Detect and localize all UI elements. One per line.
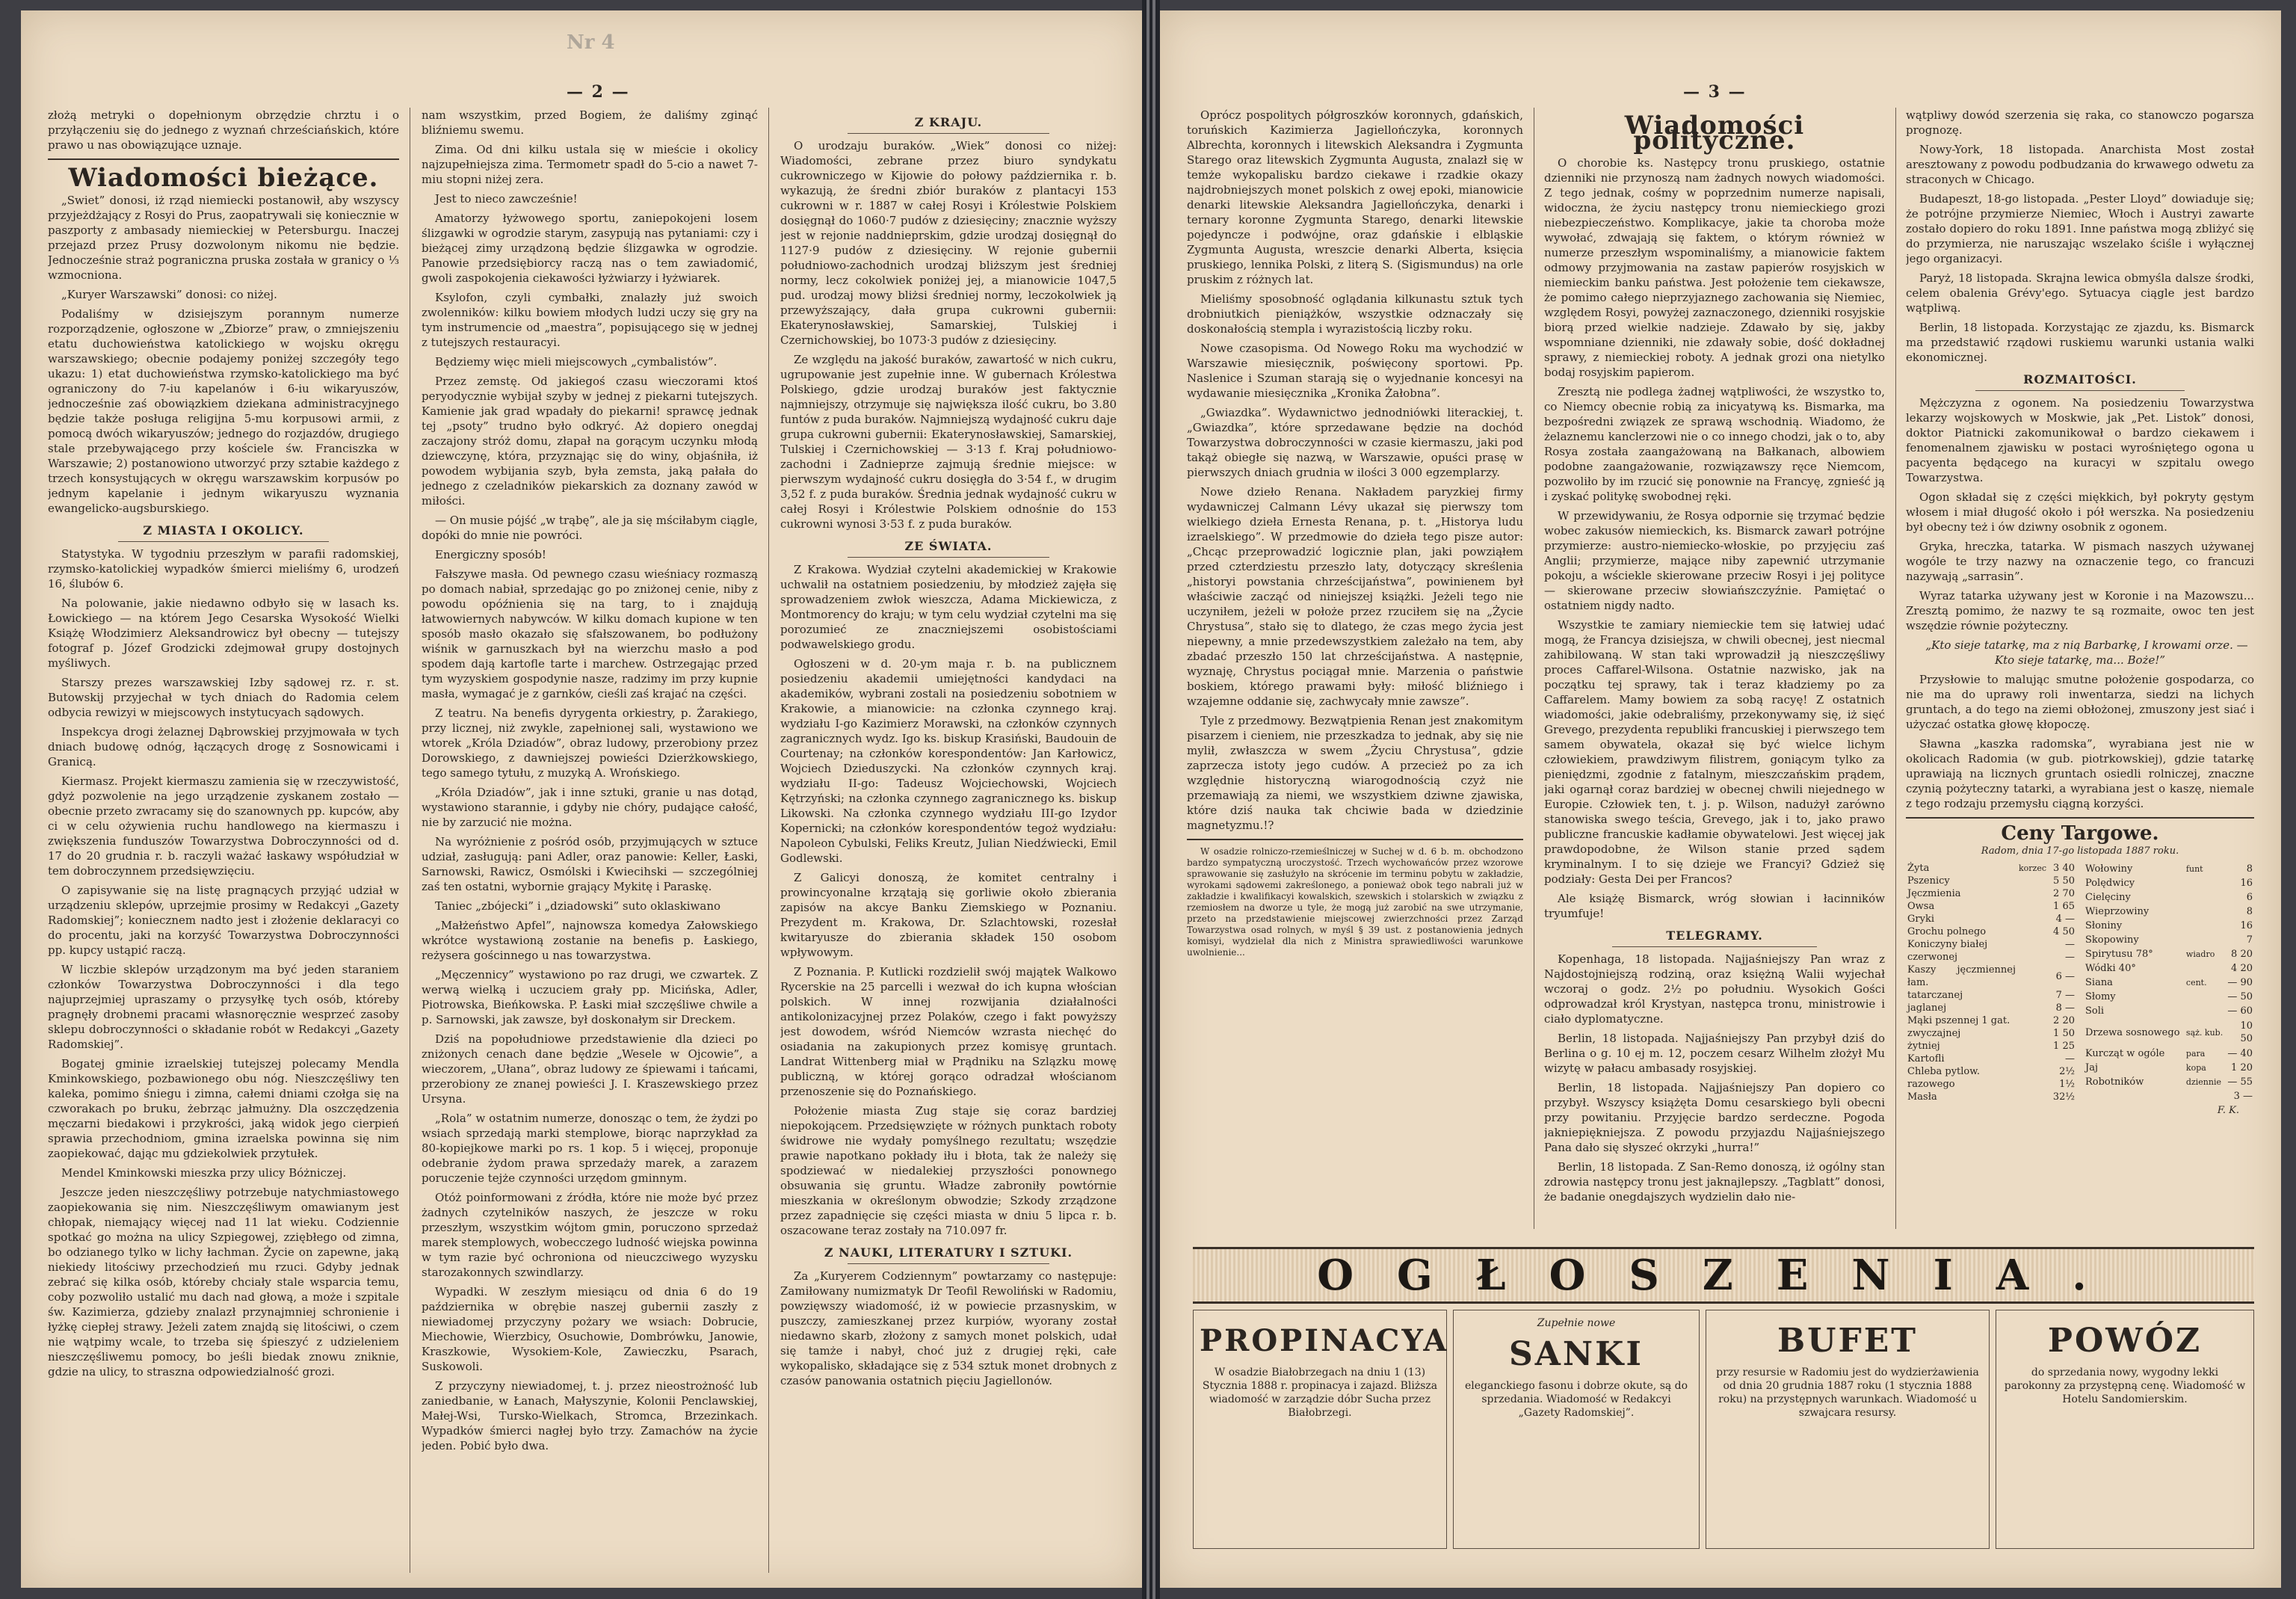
paragraph: Mendel Kminkowski mieszka przy ulicy Bóżniczej. — [61, 1166, 347, 1180]
price-row — [1906, 1014, 2076, 1027]
price-value: 4 20 — [2231, 963, 2253, 974]
price-row — [1906, 951, 2076, 964]
price-item: Jaj — [2085, 1062, 2098, 1073]
paragraph: Bogatej gminie izraelskiej tutejszej polecamy Mendla Kminkowskiego, pozbawionego obu nóg. Nieszczęśliwy ten kaleka, pomimo śniegu i zimna, całemi dniami czołga się na czworakach po bruku, żebrząc jałmużny. Dla oszczędzenia męczarni biedakowi i przykrości, jaką widok jego cierpień sprawia przechodniom, gmina izraelska powinna się nim zaopiekować, dając mu gdziekolwiek przytułek. — [48, 1057, 399, 1160]
price-value: 8 — [2246, 906, 2253, 917]
price-unit — [2017, 1014, 2048, 1027]
column-rule — [768, 108, 769, 1573]
paragraph: Nowe dzieło Renana. Nakładem paryzkiej firmy wydawniczej Calmann Lévy ukazał się pierwszy tom wielkiego dzieła Ernesta Renana, p. t. „Historya ludu izraelskiego”. W przedmowie do dzieła tego pisze autor: „Chcąc przeprowadzić logicznie plan, jaki powziąłem przed czterdziestu przeszło laty, dotyczący skreślenia „historyi powstania chrześcijaństwa”, powinienem był właściwie zacząć od niniejszej książki. Jeżeli tego nie uczyniłem, jeżeli w położe przez rzuciłem się na „Życie Chrystusa”, stało się to dlatego, że czas mego życia jest niepewny, a mnie przedewszystkiem zależało na tem, aby zbadać przeszło 150 lat chrześcijaństwa. A następnie, wyznaję, Chrystus pociągał mnie. Marzenia o państwie boskiem, którego prawami były: miłość bliźniego i wzajemne oddanie się, zachwycały mnie zawsze”. — [1187, 485, 1523, 708]
divider — [1187, 839, 1523, 840]
ad-title: SANKI — [1509, 1335, 1644, 1373]
subsection-heading: ZE ŚWIATA. — [780, 539, 1117, 558]
price-row — [2084, 1075, 2254, 1089]
paragraph: Wszystkie te zamiary niemieckie tem się łatwiej udać mogą, że Francya dzisiejsza, w chwili obecnej, jest niecmal zahibilowaną. W stan taki wprowadził ją nieszczęśliwy proces Caffarel-Wilsona. Ostatnie nazwisko, jak na początku tej sprawy, tak i teraz kładziemy po za Caffarelem. Mamy bowiem za sobą racyę! Z ostatnich wiadomości, jakie odebraliśmy, przekonywamy się, iż sięć Grevego, prezydenta republiki francuskiej i pierwszego tem samem obywatela, okazał się być wielce lichym człowiekiem, prawdziwym filistrem, goniącym tylko za pieniędzmi, zgodnie z fatalnym, mieszczańskim prądem, jaki ogarnął coraz bardziej w obecnej chwili niejednego w Europie. Człowiek ten, t. j. p. Wilson, nadużył zarówno stanowiska swego teścia, Grevego, jak i to, jako prawo publiczne francuskie kadłamie obywatelowi. Jest więcej jak prawdopodobne, że Wilson stanie przed sądem kryminalnym. I to się dzieje we Francyi? Gdzież się podziały: Gesta Dei per Francos? — [1544, 618, 1885, 886]
price-value: 16 — [2240, 878, 2253, 889]
paragraph: „Swiet” donosi, iż rząd niemiecki postanowił, aby wszyscy przyjeżdżający z Rosyi do Prus, zaopatrywali się koniecznie w paszporty z ambasady niemieckiej w Petersburgu. Inaczej przejazd przez Prusy dozwolonym nikomu nie będzie. Jednocześnie straż pograniczna pruska została w granicy o ⅓ wzmocniona. — [48, 194, 399, 282]
right-column-3 — [1906, 108, 2254, 1229]
price-item: tatarczanej — [1907, 990, 1963, 1001]
paragraph: Zima. Od dni kilku ustala się w mieście i okolicy najzupełniejsza zima. Termometr spadł do 5-cio a nawet 7-miu stopni niżej zera. — [422, 143, 758, 186]
price-unit: cent. — [2185, 978, 2207, 988]
ad-title: BUFET — [1777, 1322, 1919, 1360]
price-value: — 90 — [2227, 977, 2253, 988]
price-row — [1906, 1027, 2076, 1040]
ad-sanki — [1453, 1310, 1700, 1549]
price-value: — — [2065, 1053, 2075, 1065]
right-column-2 — [1544, 108, 1885, 1229]
price-item: żytniej — [1907, 1041, 1940, 1052]
price-item — [2084, 1089, 2185, 1103]
price-value: 1½ — [2059, 1079, 2075, 1090]
price-value: 7 — [2246, 934, 2253, 946]
ad-small: Zupełnie nowe — [1537, 1317, 1616, 1329]
price-value: 8 — — [2055, 1002, 2075, 1014]
price-row — [2084, 1018, 2254, 1047]
price-item: Spirytusu 78° — [2085, 949, 2153, 960]
price-item: Kaszy jęczmiennej łam. — [1907, 964, 2016, 988]
price-row — [2084, 890, 2254, 905]
subsection-heading: ROZMAITOŚCI. — [1906, 372, 2254, 391]
price-item: Żyta — [1907, 863, 1930, 874]
price-row — [1906, 1065, 2076, 1078]
price-unit: wiadro — [2185, 949, 2215, 959]
price-item: Wódki 40° — [2085, 963, 2136, 974]
paragraph: Energiczny sposób! — [435, 548, 546, 561]
price-item: Słoniny — [2085, 920, 2123, 931]
paragraph: Za „Kuryerem Codziennym” powtarzamy co następuje: Zamiłowany numizmatyk Dr Teofil Rewoliński w Radomiu, powzięwszy wiadomość, iż w powiecie przasnyskim, w puszczy, zamieszkanej przez kurpiów, wyorany został niedawno skarb, złożony z samych monet polskich, udał się tamże i nabył, choć już z drugiej ręki, całe wykopalisko, składające się z 534 sztuk monet drobnych z czasów panowania ostatnich pięciu Jagiellonów. — [780, 1269, 1117, 1387]
paragraph: O zapisywanie się na listę pragnących przyjąć udział w urządzeniu sklepów, uprzejmie prosimy w Redakcyi „Gazety Radomskiej”; koniecznem nadto jest i złożenie deklaracyi co do procentu, jaki na korzyść Towarzystwa Dobroczynności pp. kupcy ustąpić raczą. — [48, 884, 399, 957]
price-item: Grochu polnego — [1907, 926, 1987, 937]
price-item: Mąki pszennej 1 gat. — [1907, 1015, 2010, 1026]
prices-table-right — [2084, 862, 2254, 1103]
ads-title: OGŁOSZENIA. — [1193, 1247, 2254, 1304]
price-unit — [2017, 925, 2048, 938]
price-row — [2084, 876, 2254, 890]
price-row — [1906, 1091, 2076, 1103]
paragraph: nam wszystkim, przed Bogiem, że daliśmy zginąć bliźniemu swemu. — [422, 108, 758, 137]
price-item: Wieprzowiny — [2085, 906, 2150, 917]
price-item: Słomy — [2085, 991, 2116, 1002]
price-unit — [2185, 1089, 2226, 1103]
paragraph: Na polowanie, jakie niedawno odbyło się w lasach ks. Łowickiego — na którem Jego Cesarska Wysokość Wielki Książę Włodzimierz Aleksandrowicz był obecny — tutejszy fotograf p. Józef Grodzicki zdejmował grupy dostojnych myśliwych. — [48, 597, 399, 670]
price-item: Kurcząt w ogóle — [2085, 1048, 2165, 1059]
paragraph: Berlin, 18 listopada. Korzystając ze zjazdu, ks. Bismarck ma przedstawić rządowi ruskiemu warunki ustania walki ekonomicznej. — [1906, 321, 2254, 364]
price-unit — [2017, 1040, 2048, 1053]
price-unit — [2017, 1053, 2048, 1065]
prices-signature: F. K. — [2217, 1105, 2239, 1116]
paragraph: wątpliwy dowód szerzenia się raka, co stanowczo pogarsza prognozę. — [1906, 108, 2254, 137]
price-unit — [2017, 913, 2048, 925]
ad-propinacya — [1193, 1310, 1447, 1549]
prices-table-left — [1906, 862, 2076, 1103]
price-unit — [2017, 989, 2048, 1002]
price-item: Wołowiny — [2085, 863, 2133, 875]
paragraph: Starszy prezes warszawskiej Izby sądowej rz. r. st. Butowskij przyjechał w tych dniach do Radomia celem odbycia rewizyi w miejscowych instytucyach sądowych. — [48, 676, 399, 719]
binding-gutter — [1142, 0, 1160, 1599]
price-value: 1 25 — [2053, 1041, 2075, 1052]
price-unit — [2185, 890, 2226, 905]
price-item: Jęczmienia — [1907, 888, 1961, 899]
paragraph: Fałszywe masła. Od pewnego czasu wieśniacy rozmaszą po domach nabiał, sprzedając go po zniżonej cenie, niby z powodu opóźnienia się na targ, to i znajdują łatwowiernych nabywców. W kilku domach kupione w ten sposób masło okazało się sfałszowanem, bo podłużony wiśnik w garnuszkach był na wierzchu masło a pod spodem dają kartofle tarte i marchew. Ostrzegając przed tym wyzyskiem gospodynie nasze, radzimy im przy kupnie masła, wymagać je z garnków, cieśli zaś krajać na części. — [422, 567, 758, 700]
paragraph: O urodzaju buraków. „Wiek” donosi co niżej: Wiadomości, zebrane przez biuro syndykatu cukrowniczego w Kijowie do połowy października r. b. wykazują, że średni zbiór buraków z plantacyi 153 cukrowni w r. 1887 w całej Rosyi i Królestwie Polskiem dosięgnął do 1060·7 pudów z dziesięciny; znacznie wyższy jest w rejonie naddnieprskim, gdzie urodzaj dosięgnął do 1127·9 pudów z dziesięciny. W rejonie gubernii południowo-zachodnich urodzaj bliższym jest średniej normy, lecz cokolwiek poniżej jej, a mianowicie 1047,5 pud. urodzaj mowy bliżsi średniej normy, leczokolwiek ją przewyższający, dała grupa cukrowni gubernii: Ekaterynosławskiej, Samarskiej, Tulskiej i Czernichowskiej, bo 1073·3 pudów z dziesięciny. — [780, 139, 1117, 347]
price-row — [2084, 990, 2254, 1004]
price-item: Skopowiny — [2085, 934, 2139, 946]
price-value: 2 20 — [2053, 1015, 2075, 1026]
price-row — [1906, 938, 2076, 951]
price-item: Owsa — [1907, 901, 1935, 912]
price-unit — [2017, 875, 2048, 887]
price-item: razowego — [1907, 1079, 1955, 1090]
price-item: Chleba pytlow. — [1907, 1066, 1980, 1077]
divider — [1906, 817, 2254, 819]
price-value: — 50 — [2227, 991, 2253, 1002]
price-value: 7 — — [2055, 990, 2075, 1001]
ad-bufet — [1706, 1310, 1990, 1549]
price-row — [1906, 1078, 2076, 1091]
price-value: 4 50 — [2053, 926, 2075, 937]
page-number-left: — 2 — — [567, 82, 630, 102]
price-item: jaglanej — [1907, 1002, 1947, 1014]
ad-powoz — [1996, 1310, 2254, 1549]
price-unit: sąż. kub. — [2185, 1027, 2224, 1038]
paragraph: Dziś na popołudniowe przedstawienie dla dzieci po zniżonych cenach dane będzie „Wesele w Ojcowie”, a wieczorem, „Ułana”, obraz ludowy ze śpiewami i tańcami, przerobiony ze znanej powieści J. I. Kraszewskiego przez Ursyna. — [422, 1032, 758, 1106]
prices-subtitle: Radom, dnia 17-go listopada 1887 roku. — [1981, 845, 2179, 857]
paragraph: Mieliśmy sposobność oglądania kilkunastu sztuk tych drobniutkich pieniążków, wszystkie odznaczały się doskonałością stempla i wyrazistością liczby roku. — [1187, 292, 1523, 336]
price-item: Drzewa sosnowego — [2085, 1026, 2180, 1038]
price-value: 1 20 — [2231, 1062, 2253, 1073]
price-row — [1906, 900, 2076, 913]
price-item: Soli — [2085, 1005, 2105, 1017]
paragraph: Ogon składał się z części miękkich, był pokryty gęstym włosem i miał długość około i pół werszka. Na posiedzeniu był obecny też i ów dziwny osobnik z ogonem. — [1906, 490, 2254, 534]
price-row — [2084, 933, 2254, 947]
paragraph: Wypadki. W zeszłym miesiącu od dnia 6 do 19 października w obrębie naszej gubernii zaszły z niewiadomej przyczyny pożary we wsiach: Dobrucie, Miechowie, Wierzbicy, Osuchowie, Dombrówku, Janowie, Kraszkowie, Wysokiem-Kole, Zawieczku, Psarach, Suskowoli. — [422, 1285, 758, 1373]
price-unit — [2185, 990, 2226, 1004]
paragraph: Sławna „kaszka radomska”, wyrabiana jest nie w okolicach Radomia (w gub. piotrkowskiej), gdzie tatarkę uprawiają na licznych gruntach osiedli rolniczej, znaczne czynią pożyteczny tatarki, a wyrabiana jest o kaszę, niemale z tego rodzaju przemysłu ciągną korzyści. — [1906, 737, 2254, 810]
show-through-mark: Nr 4 — [567, 31, 615, 54]
price-unit: kopa — [2185, 1063, 2206, 1073]
paragraph: Jeszcze jeden nieszczęśliwy potrzebuje natychmiastowego zaopiekowania się nim. Nieszczęśliwym omawianym jest chłopak, niemający więcej nad 11 lat wieku. Codziennie spotkać go można na ulicy Szpiegowej, zziębłego od zimna, bo odzianego tylko w lichy łachman. Życie on zapewne, jaką niekiedy litościwy przechodzień mu rzuci. Gdyby jednak zebrać się kilka osób, któreby chciały stale wsparcia temu, coby pozwoliło ustalić mu dach nad głową, a może i szpitale św. Kazimierza, gdzieby znalazł przynajmniej schronienie i łyżkę ciepłej strawy. Jeżeli zatem znajdą się litościwi, o czem nie wątpimy wcale, to trzeba się śpieszyć z udzieleniem nieszczęśliwemu pomocy, bo jeśli biedak znowu zniknie, gdzie na ulicy, to straszna odpowiedzialność grozi. — [48, 1186, 399, 1378]
paragraph: „Męczennicy” wystawiono po raz drugi, we czwartek. Z werwą wielką i uczuciem grały pp. Micińska, Adler, Piotrowska, Bieńkowska. P. Łaski miał szczęśliwe chwile a p. Sarnowski, jak zawsze, był doskonałym sir Dreckem. — [422, 968, 758, 1026]
price-item: Pszenicy — [1907, 875, 1950, 887]
paragraph: Przez zemstę. Od jakiegoś czasu wieczorami ktoś peryodycznie wybijał szyby w jednej z piekarni tutejszych. Kamienie jak grad wpadały do piekarni! sprawcę jednak tej „psoty” trudno było odkryć. Aż dopiero onegdaj zaczajony stróż domu, złapał na gorącym uczynku młodą dziewczynę, która, przyznając się do winy, objaśniła, iż powodem wybijania szyb, była zemsta, jaką pałała do jednego z czeladników piekarskich za doznany zawód w miłości. — [422, 375, 758, 508]
price-unit — [2017, 1078, 2048, 1091]
page-number-right: — 3 — — [1683, 82, 1747, 102]
price-item: Polędwicy — [2085, 878, 2135, 889]
paragraph: Położenie miasta Zug staje się coraz bardziej niepokojącem. Przedsięwzięte w różnych punktach roboty świdrowe nie wydały pomyślnego rezultatu; wszędzie prawie napotkano pokłady iłu i błota, tak że należy się spodziewać w niedalekiej przyszłości ponownego obsuwania się gruntu. Władze zabroniły powtórnie mieszkania w określonym obwodzie; Szkody zrządzone przez zapadnięcie się części miasta w dniu 5 lipca r. b. oszacowane teraz zostały na 710.097 fr. — [780, 1104, 1117, 1237]
paragraph: Mężczyzna z ogonem. Na posiedzeniu Towarzystwa lekarzy wojskowych w Moskwie, jak „Pet. Listok” donosi, doktor Piatnicki zakomunikował o bardzo ciekawem i fenomenalnem zjawisku w postaci wyrośniętego ogona u pacyenta będącego na kuracyi w szpitalu owego Towarzystwa. — [1906, 396, 2254, 484]
price-unit — [2185, 961, 2226, 976]
price-row — [2084, 905, 2254, 919]
proverb: „Kto sieje tatarkę, ma z nią Barbarkę, I krowami orze. — Kto sieje tatarkę, ma... Boże!” — [1925, 638, 2248, 667]
price-value: 32½ — [2052, 1091, 2075, 1103]
price-value: 10 50 — [2240, 1020, 2253, 1044]
price-row — [1906, 989, 2076, 1002]
price-row — [1906, 1002, 2076, 1014]
price-value: 8 — [2246, 863, 2253, 875]
paragraph: Berlin, 18 listopada. Najjaśniejszy Pan dopiero co przybył. Wszyscy książęta Domu cesarskiego byli obecni przy powitaniu. Przyjęcie bardzo serdeczne. Pogoda jakniepiękniejsza. Z powodu przyjazdu Najjaśniejszego Pana dało się słyszeć okrzyki „hurra!” — [1544, 1081, 1885, 1154]
paragraph: Oprócz pospolitych półgroszków koronnych, gdańskich, toruńskich Kazimierza Jagiellończyka, koronnych Albrechta, koronnych i litewskich Aleksandra i Zygmunta Starego oraz litewskich Zygmunta Augusta, znalazł się w temże wykopalisku bardzo ciekawe i rzadkie okazy najdrobniejszych monet polskich z owej epoki, mianowicie denarki litewskie Aleksandra Jagiellończyka, denarki i ternary koronne Zygmunta Starego, denarki litewskie pojedyncze i podwójne, oraz gdańskie i elbląskie Zygmunta Augusta, wreszcie denarki Albertа, księcia pruskiego, lennika Polski, z literą S. (Sigismundus) na orle pruskim z różnych lat. — [1187, 108, 1523, 286]
paragraph: Z Krakowa. Wydział czytelni akademickiej w Krakowie uchwalił na ostatniem posiedzeniu, by młodzież zajęła się sprowadzeniem zwłok wieszcza, Adama Mickiewicza, z Montmorency do kraju; w tym celu wydział czytelni ma się porozumieć ze znaczniejszemi osobistościami podwawelskiego grodu. — [780, 563, 1117, 651]
paragraph: Z teatru. Na benefis dyrygenta orkiestry, p. Żarakiego, przy licznej, niż zwykle, zapełnionej sali, wystawiono we wtorek „Króla Dziadów”, obraz ludowy, przerobiony przez Dorowskiego, z dawniejszej powieści Dzierżkowskiego, tego samego tytułu, z muzyką A. Wrońskiego. — [422, 706, 758, 780]
price-unit — [2185, 1004, 2226, 1018]
price-unit — [2185, 905, 2226, 919]
price-item: czerwonej — [1907, 952, 1958, 963]
price-row — [1906, 862, 2076, 875]
price-value: 1 65 — [2053, 901, 2075, 912]
price-unit — [2017, 900, 2048, 913]
price-value: 5 50 — [2053, 875, 2075, 887]
price-item: Robotników — [2085, 1076, 2144, 1088]
paragraph: Statystyka. W tygodniu przeszłym w parafii radomskiej, rzymsko-katolickiej wypadków śmierci mieliśmy 6, urodzeń 16, ślubów 6. — [48, 547, 399, 591]
price-row — [2084, 1061, 2254, 1075]
paragraph: W liczbie sklepów urządzonym ma być jeden staraniem członków Towarzystwa Dobroczynności i dla tego najuprzejmiej upraszamy o przysyłkę tych osób, któreby pragnęły drobnemi pracami własnoręcznie wesprzeć zasoby sklepu dobroczynności o składanie robót w Redakcyi „Gazety Radomskiej”. — [48, 963, 399, 1051]
price-row — [2084, 1089, 2254, 1103]
price-unit — [2185, 876, 2226, 890]
price-value: 3 40 — [2053, 863, 2075, 874]
price-unit — [2185, 919, 2226, 933]
paragraph: Kiermasz. Projekt kiermaszu zamienia się w rzeczywistość, gdyż pozwolenie na jego urządzenie zyskanem zostało — obecnie przeto zwracamy się do szanownych pp. kupców, aby ci w celu ożywienia ruchu handlowego na kiermaszu i zwiększenia funduszów Towarzystwa Dobroczynności od d. 17 do 20 grudnia r. b. raczyli ważać łaskawy współudział w tem dobroczynnem przedsięwzięciu. — [48, 774, 399, 878]
price-row — [1906, 1053, 2076, 1065]
paragraph: Berlin, 18 listopada. Z San-Remo donoszą, iż ogólny stan zdrowia następcy tronu jest jaknajlepszy. „Tagblatt” donosi, że badanie onegdajszych wydzielin dało nie- — [1544, 1160, 1885, 1204]
paragraph: Przysłowie to malując smutne położenie gospodarza, co nie ma do uprawy roli inwentarza, siedzi na lichych gruntach, a do tego na ziemi obłożonej, zmuszony jest siać i użyczać ostatka głowę kłopoczę. — [1906, 673, 2254, 731]
paragraph: Ale książę Bismarck, wróg słowian i łacinników tryumfuje! — [1544, 892, 1885, 920]
price-item: Masła — [1907, 1091, 1937, 1103]
price-unit — [2017, 1065, 2048, 1078]
price-unit — [2017, 938, 2048, 951]
ad-text: eleganckiego fasonu i dobrze okute, są do sprzedania. Wiadomość w Redakcyi „Gazety Radomskiej”. — [1464, 1380, 1688, 1419]
paragraph: Z przyczyny niewiadomej, t. j. przez nieostrożność lub zaniedbanie, w Łanach, Małyszynie, Kolonii Penclawskiej, Małej-Wsi, Tursko-Wielkach, Stromca, Brzezinkach. Wypadków śmierci nagłej było trzy. Zamachów na życie jeden. Pobić było dwa. — [422, 1379, 758, 1452]
divider — [48, 158, 399, 160]
price-unit: para — [2185, 1049, 2206, 1059]
left-column-3 — [780, 108, 1117, 1573]
price-unit — [2017, 1027, 2048, 1040]
price-row — [1906, 887, 2076, 900]
paragraph: Ogłoszeni w d. 20-ym maja r. b. na publicznem posiedzeniu akademii umiejętności kandydaci na akademików, wybrani zostali na posiedzeniu sobotniem w Krakowie, a mianowicie: na członka czynnego kraj. wydziału I-go Kazimierz Morawski, na członków czynnych zagranicznych wydz. Igo ks. biskup Krasiński, Baudouin de Courtenay; na członków korespondentów: Jan Karłowicz, Wojciech Dzieduszycki. Na członków czynnych kraj. wydziału II-go: Tadeusz Wojciechowski, Wojciech Kętrzyński; na członka czynnego zagranicznego ks. biskup Likowski. Na członka czynnego wydziału III-go Izydor Kopernicki; na członków korespondentów tegoż wydziału: Napoleon Cybulski, Feliks Kreutz, Julian Niedźwiecki, Emil Godlewski. — [780, 657, 1117, 865]
paragraph: Kopenhaga, 18 listopada. Najjaśniejszy Pan wraz z Najdostojniejszą rodziną, oraz księżną Walii wyjechał wczoraj o godz. 2½ po południu. Wysokich Gości odprowadzał król Krystyan, następca tronu, ministrowie i ciało dyplomatyczne. — [1544, 952, 1885, 1026]
price-unit — [2017, 964, 2048, 989]
paragraph: — On musie pójść „w trąbę”, ale ja się mściłabym ciągle, dopóki do mnie nie powróci. — [422, 514, 758, 542]
paragraph: Berlin, 18 listopada. Najjaśniejszy Pan przybył dziś do Berlina o g. 10 ej m. 12, poczem cesarz Wilhelm złożył Mu wizytę w pałacu ambasady rosyjskiej. — [1544, 1032, 1885, 1075]
column-rule — [1895, 108, 1896, 1229]
paragraph: Podaliśmy w dzisiejszym porannym numerze rozporządzenie, ogłoszone w „Zbiorze” praw, o zmniejszeniu etatu duchowieństwa katolickiego w wojsku okręgu warszawskiego; obecnie podajemy poniżej szczegóły tego ukazu: 1) etat duchowieństwa rzymsko-katolickiego ma być ograniczony do 7-iu kapelanów i 6-iu wikaryuszów, jednocześnie zaś obowiązkiem dziekana administracyjnego będzie także posługa religijna 5-mu korpusowi armii, z pomocą dwóch wikaryuszów; jednego do rozjazdów, drugiego stale przebywającego przy kościele św. Franciszka w Warszawie; 2) postanowiono utworzyć przy sztabie każdego z trzech konsystujących w okręgu warszawskim korpusów po jednym kapelanie i jednym wikaryuszu wyznania ewangelicko-augsburskiego. — [48, 307, 399, 515]
price-item: zwyczajnej — [1907, 1028, 1961, 1039]
price-unit — [2017, 887, 2048, 900]
price-item: Siana — [2085, 977, 2113, 988]
price-row — [1906, 1040, 2076, 1053]
subsection-heading: Z NAUKI, LITERATURY I SZTUKI. — [780, 1245, 1117, 1264]
price-unit — [2017, 1091, 2048, 1103]
paragraph: „Kuryer Warszawski” donosi: co niżej. — [61, 288, 277, 301]
price-row — [2084, 1004, 2254, 1018]
price-value: 6 — — [2055, 970, 2075, 982]
price-row — [2084, 976, 2254, 990]
price-row — [2084, 961, 2254, 976]
price-unit: dziennie — [2185, 1077, 2221, 1087]
left-column-1 — [48, 108, 399, 1573]
price-unit — [2017, 951, 2048, 964]
price-value: 6 — [2246, 892, 2253, 903]
paragraph: „Rola” w ostatnim numerze, donosząc o tem, że żydzi po wsiach sprzedają marki stemplowe, biorąc naprzykład za 80-kopiejkowe marki po rs. 1 kop. 5 i więcej, proponuje odebranie żydom prawa sprzedaży marek, a zarazem poruczenie tejże czynności urzędom gminnym. — [422, 1112, 758, 1185]
price-value: 3 — — [2233, 1091, 2253, 1102]
ad-title: POWÓZ — [2047, 1322, 2203, 1360]
price-row — [1906, 964, 2076, 989]
price-value: — — [2065, 939, 2075, 950]
paragraph: Z Poznania. P. Kutlicki rozdzielił swój majątek Walkowo Rycerskie na 25 parcelli i wezwał do ich kupna włościan polskich. W innej rozwijania działalności antikolonizacyjnej przez Polaków, czego i fakt powyższy jest dowodem, wśród Niemców wzrasta niechęć do osiadania na zakupionych przez komisyę gruntach. Landrat Wittenberg miał w Prądniku na Szlązku mowę publiczną, w której gorąco odradzał włościanom przenoszenie się do Poznańskiego. — [780, 965, 1117, 1098]
price-row — [2084, 947, 2254, 961]
price-row — [2084, 919, 2254, 933]
notice-paragraph: W osadzie rolniczo-rzemieślniczej w Suchej w d. 6 b. m. obchodzono bardzo sympatyczną uroczystość. Trzech wychowańców przez wzorowe sprawowanie się zasłużyło na skrócenie im terminu pobytu w zakładzie, wyrokami sądowemi zakreślonego, a ponieważ obok tego nabrali już w zakładzie i kwalifikacyi kowalskich, szewskich i stolarskich w związku z rzemiosłem na dworze u tyle, że mogą już zarobić na swe utrzymanie, przeto na przedstawienie miejscowej zwierzchności przez Zarząd Towarzystwa osad rolnych, w myśl § 39 ust. z postanowienia jednych komisyi, wydzielał dla nich z Ministra sprawiedliwości warunkowe uwolnienie... — [1187, 846, 1523, 958]
subsection-heading: Z KRAJU. — [780, 115, 1117, 134]
price-item: Kartofli — [1907, 1053, 1945, 1065]
paragraph: „Małżeństwo Apfel”, najnowsza komedya Załowskiego wkrótce wystawioną zostanie na benefis p. Łaskiego, reżysera gościnnego u nas towarzystwa. — [422, 919, 758, 962]
section-heading: Wiadomości bieżące. — [68, 163, 379, 193]
price-value: — 40 — [2227, 1048, 2253, 1059]
price-unit — [2017, 1002, 2048, 1014]
price-value: 2 70 — [2053, 888, 2075, 899]
price-value: 8 20 — [2231, 949, 2253, 960]
paragraph: Tyle z przedmowy. Bezwątpienia Renan jest znakomitym pisarzem i cieniem, nie przeszkadza to jednak, aby się nie mylił, zwłaszcza w swem „Życiu Chrystusa”, gdzie zaprzecza istoty jego cudów. A przecież po za ich względnie historyczną wiarogodnością czyż nie przemawiają za niemi, we wszystkiem dziwne zjawiska, które dziś nauka tak chciwie bada w dziedzinie magnetyzmu.!? — [1187, 714, 1523, 832]
price-value: 16 — [2240, 920, 2253, 931]
paragraph: Amatorzy łyżwowego sportu, zaniepokojeni losem ślizgawki w ogrodzie starym, zasypują nas pytaniami: czy i bieżącej zimy urządzoną będzie ślizgawka w ogrodzie. Panowie przedsiębiorcy raczą nas o tem zawiadomić, gwoli zaspokojenia ciekawości łyżwiarzy i łyżwiarek. — [422, 212, 758, 285]
ad-text: do sprzedania nowy, wygodny lekki parokonny za przystępną cenę. Wiadomość w Hotelu Sandomierskim. — [2004, 1367, 2246, 1405]
left-page — [21, 10, 1142, 1588]
price-row — [1906, 913, 2076, 925]
ad-text: przy resursie w Radomiu jest do wydzierżawienia od dnia 20 grudnia 1887 roku (1 stycznia 1888 roku) na przystępnych warunkach. Wiadomość u szwajcara resursy. — [1716, 1367, 1979, 1419]
paragraph: „Gwiazdka”. Wydawnictwo jednodniówki literackiej, t. „Gwiazdka”, które sprzedawane będzie na dochód Towarzystwa dobroczynności w czasie kiermaszu, jaki pod takąż obiegłe się nazwą, w Warszawie, opuści prasę w pierwszych dniach grudnia w ilości 3 000 egzemplarzy. — [1187, 406, 1523, 479]
paragraph: Jest to nieco zawcześnie! — [435, 192, 578, 206]
paragraph: Z Galicyi donoszą, że komitet centralny i prowincyonalne krzątają się gorliwie około zbierania zapisów na akcye Banku Ziemskiego w Poznaniu. Prezydent m. Krakowa, Dr. Szlachtowski, rozesłał kwitaryusze do zbierania składek 150 osobom wpływowym. — [780, 871, 1117, 959]
paragraph: Będziemy więc mieli miejscowych „cymbalistów”. — [435, 355, 718, 369]
price-item: Gryki — [1907, 914, 1934, 925]
price-row — [2084, 1047, 2254, 1061]
paragraph: Taniec „zbójecki” i „dziadowski” suto oklaskiwano — [435, 899, 721, 913]
section-heading: Wiadomości polityczne. — [1624, 111, 1805, 155]
subsection-heading: TELEGRAMY. — [1544, 928, 1885, 947]
paragraph: Nowe czasopisma. Od Nowego Roku ma wychodzić w Warszawie miesięcznik, poświęcony sportowi. Pp. Naslenice i Szuman starają się o wyjednanie koncesyi na wydawanie miesięcznika „Kronika Żałobna”. — [1187, 342, 1523, 400]
price-value: 2½ — [2059, 1066, 2075, 1077]
price-value: 1 50 — [2053, 1028, 2075, 1039]
price-unit: funt — [2185, 864, 2203, 874]
paragraph: „Króla Dziadów”, jak i inne sztuki, granie u nas dotąd, wystawiono starannie, i gdyby nie chóry, pudające całość, nie by zarzucić nie można. — [422, 786, 758, 829]
price-row — [2084, 862, 2254, 876]
left-column-2 — [422, 108, 758, 1573]
price-value: — — [2065, 952, 2075, 963]
price-unit: korzec — [2018, 863, 2046, 873]
paragraph: W przewidywaniu, że Rosya odpornie się trzymać będzie wobec zakusów niemieckich, ks. Bismarck zawarł potrójne przymierze: austro-niemiecko-włoskie, po przyjęciu zaś Anglii; przymierze, mające niby zapewnić utrzymanie pokoju, a wściekle skierowane przeciw Rosyi i jej polityce — skierowane przeciw słowiańszczyźnie. Pamiętać o ostatniem nigdy nadto. — [1544, 509, 1885, 612]
price-value: — 60 — [2227, 1005, 2253, 1017]
price-unit — [2185, 933, 2226, 947]
paragraph: Ksylofon, czyli cymbałki, znalazły już swoich zwolenników: kilku bowiem młodych ludzi uczy się gry na tym instrumencie od „maestra”, popisującego się w jednej z tutejszych restauracyi. — [422, 291, 758, 349]
price-item: Koniczyny białej — [1907, 939, 1988, 950]
paragraph: Budapeszt, 18-go listopada. „Pester Lloyd” dowiaduje się; że potrójne przymierze Niemiec, Włoch i Austryi zawarte zostało dopiero do roku 1891. Inne państwa mogą zbliżyć się do przymierza, nie naruszając wszelako ściśle i wyłącznej jego organizacyi. — [1906, 192, 2254, 265]
paragraph: Gryka, hreczka, tatarka. W pismach naszych używanej wogóle te trzy nazwy na oznaczenie tego, co francuzi nazywają „sarrasin”. — [1906, 540, 2254, 583]
ad-text: W osadzie Białobrzegach na dniu 1 (13) Stycznia 1888 r. propinacya i zajazd. Bliższa wiadomość w zarządzie dóbr Sucha przez Białobrzegi. — [1202, 1367, 1438, 1419]
subsection-heading: Z MIASTA I OKOLICY. — [48, 523, 399, 542]
paragraph: Inspekcya drogi żelaznej Dąbrowskiej przyjmowała w tych dniach budowę odnóg, łączących drogę z Sosnowicami i Granicą. — [48, 725, 399, 768]
paragraph: Na wyróżnienie z pośród osób, przyjmujących w sztuce udział, zasługują: pani Adler, oraz panowie: Keller, Łaski, Sarnowski, Rawicz, Osmólski i Kwiecihski — szczególniej zaś ten ostatni, wybornie grający Mykitę i Paraskę. — [422, 835, 758, 893]
paragraph: O chorobie ks. Następcy tronu pruskiego, ostatnie dzienniki nie przynoszą nam żadnych nowych wiadomości. Z tego jednak, cośmy w poprzednim numerze napisali, widoczna, że życiu następcy tronu niemieckiego grozi niebezpieczeństwo. Komplikacye, jakie ta choroba może wywołać, zdwajają się faktem, o którym również w numerze przeszłym wspominaliśmy, a mianowicie faktem odmowy przyjmowania na zastaw papierów rosyjskich w niemieckim banku państwa. Jest położenie tem ciekawsze, że pomimo całego nieprzyjaznego zachowania się Niemiec, względem Rosyi, powyżej zaznaczonego, dzienniki rosyjskie biorą przed wielkie nadzieje. Zdawało by się, jakby wspomniane dzienniki, nie zdawały sobie, dość dokładnej sprawy, z niemieckiej roboty. A jednak grozi ona nietylko bodaj rosyjskim papierom. — [1544, 156, 1885, 379]
price-value: 4 — — [2055, 914, 2075, 925]
prices-tables — [1906, 862, 2254, 1103]
price-value: — 55 — [2227, 1076, 2253, 1088]
ad-title: PROPINACYA — [1200, 1323, 1449, 1358]
paragraph: Otóż poinformowani z źródła, które nie może być przez żadnych czytelników naszych, że jeszcze w roku przeszłym, wszystkim wójtom gmin, poruczono sprzedaż marek stemplowych, wobecczego ludność wiejska powinna w tym razie być ochroniona od nieuczciwego wyzysku starozakonnych szwindlarzy. — [422, 1191, 758, 1279]
paragraph: Ze względu na jakość buraków, zawartość w nich cukru, ugrupowanie jest zupełnie inne. W gubernach Królestwa Polskiego, gdzie urodzaj buraków jest faktycznie najmniejszy, otrzymuje się największa ilość cukru, bo 3.80 funtów z puda buraków. Najmniejszą wydajność cukru daje grupa cukrowni gubernii: Ekaterynosławskiej, Samarskiej, Tulskiej i Czernichowskiej — 3·13 f. Kraj południowo-zachodni i Zadnieprze zajmują średnie miejsce: w pierwszym wydajność cukru dosięgła do 3·54 f., w drugim 3,52 f. z puda buraków. Średnia jednak wydajność cukru w całej Rosyi i Królestwie Polskiem odnośnie do 153 cukrowni wynosi 3·53 f. z puda buraków. — [780, 353, 1117, 531]
right-column-1 — [1187, 108, 1523, 1229]
price-row — [1906, 925, 2076, 938]
paragraph: złożą metryki o dopełnionym obrzędzie chrztu i o przyłączeniu się do jednego z wyznań chrześciańskich, które prawo u nas obowiązujące uznaje. — [48, 108, 399, 152]
prices-title: Ceny Targowe. — [2001, 822, 2159, 845]
price-row — [1906, 875, 2076, 887]
paragraph: Wyraz tatarka używany jest w Koronie i na Mazowszu... Zresztą pomimo, że nazwy te są rozmaite, owoc ten jest wszędzie równie pożyteczny. — [1906, 589, 2254, 632]
paragraph: Zresztą nie podlega żadnej wątpliwości, że wszystko to, co Niemcy obecnie robią za inicyatywą ks. Bismarka, ma bezpośredni związek ze sprawą wschodnią. Wiadomo, że żelaznemu kanclerzowi nie o co innego chodzi, jak o to, aby Rosya została zaangażowaną na Bałkanach, albowiem podobne zaangażowanie, rozwiązawszy ręce Niemcom, pozwoliło by im rzucić się ponownie na Francyę, zgnieść ją i zyskać politykę swobodnej ręki. — [1544, 385, 1885, 503]
paragraph: Nowy-York, 18 listopada. Anarchista Most został aresztowany z powodu podbudzania do krwawego odwetu za straconych w Chicago. — [1906, 143, 2254, 186]
price-item: Cielęciny — [2085, 892, 2131, 903]
paragraph: Paryż, 18 listopada. Skrajna lewica obmyśla dalsze środki, celem obalenia Grévy'ego. Sytuacya ciągle jest bardzo wątpliwą. — [1906, 271, 2254, 315]
